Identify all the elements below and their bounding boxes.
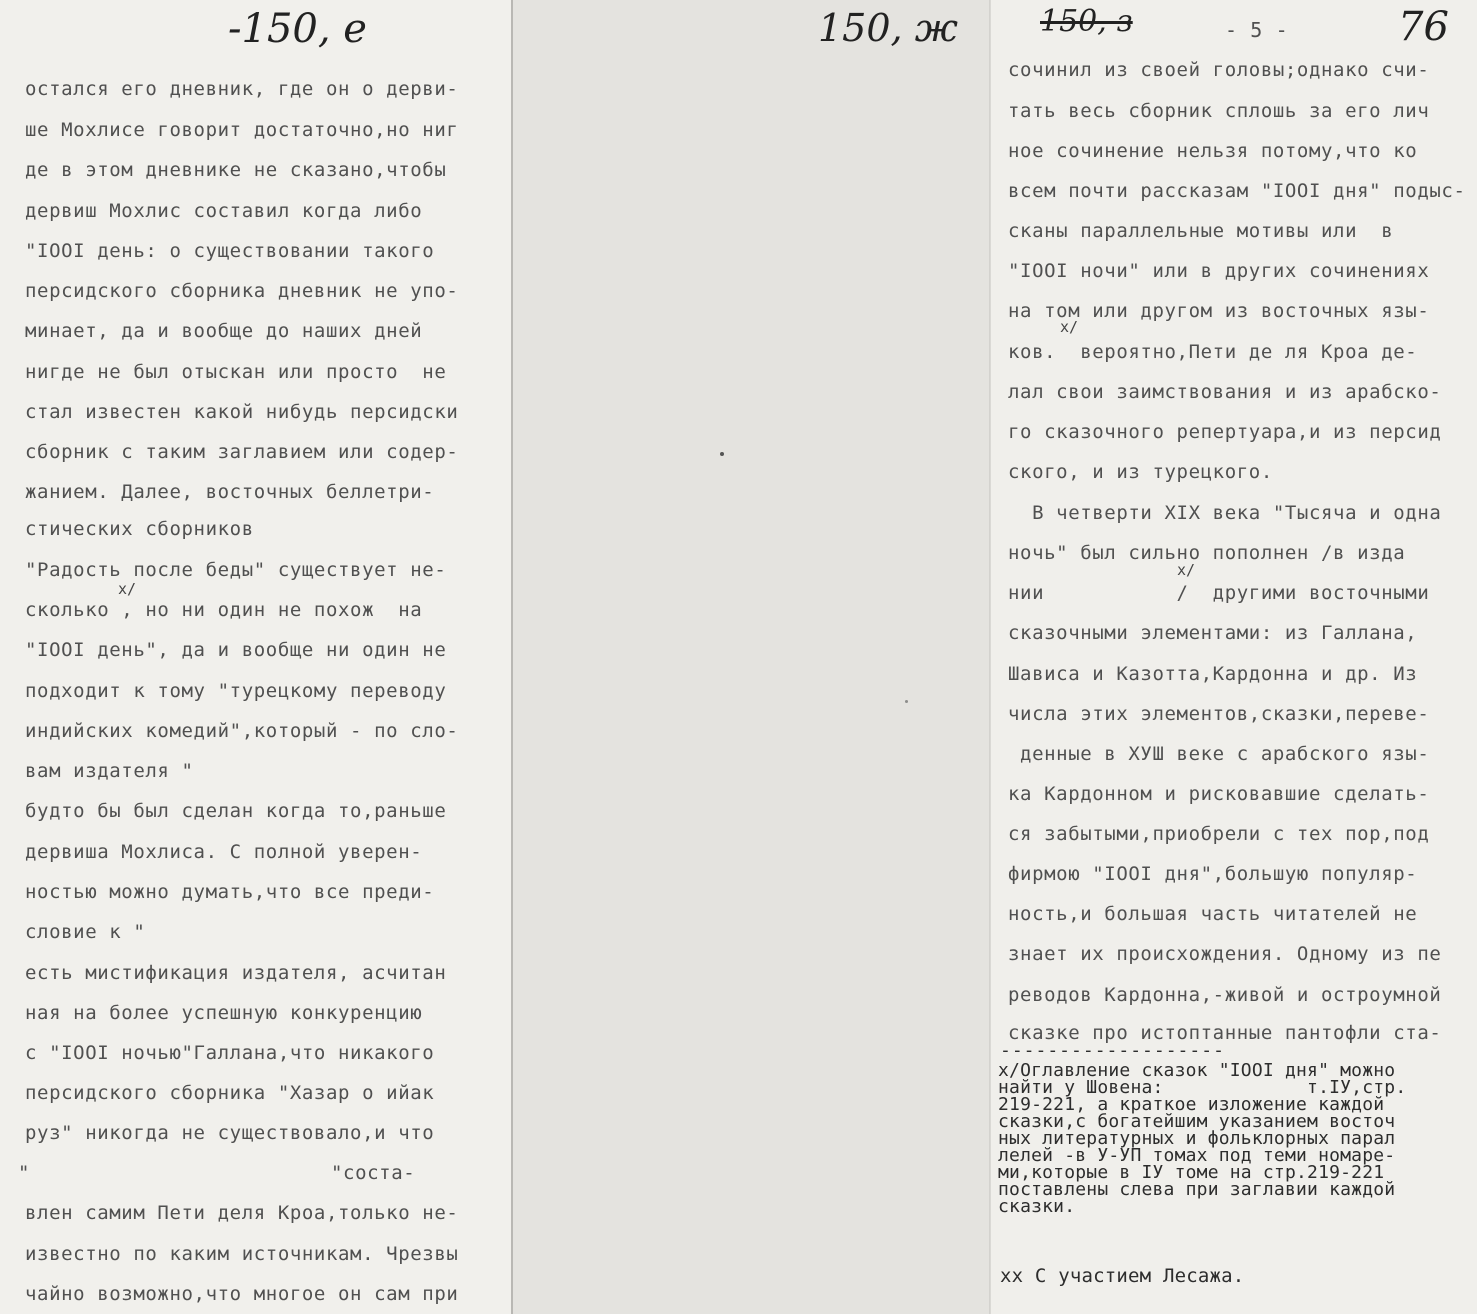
left-line: жанием. Далее, восточных беллетри- xyxy=(25,481,435,503)
left-line: руз" никогда не существовало,и что xyxy=(25,1122,435,1144)
footnote-line: поставлены слева при заглавии каждой xyxy=(998,1179,1396,1200)
left-line: есть мистификация издателя, асчитан xyxy=(25,962,447,984)
left-line: словие к " xyxy=(25,921,146,943)
left-folio-number: -150, e xyxy=(228,6,367,52)
left-line: сколько , но ни один не похож на xyxy=(25,599,423,621)
right-line: ночь" был сильно пополнен /в изда xyxy=(1008,542,1406,564)
left-line: персидского сборника дневник не упо- xyxy=(25,280,459,302)
footnote-line: сказки,с богатейшим указанием восточ xyxy=(998,1111,1396,1132)
left-line: подходит к тому "турецкому переводу xyxy=(25,680,447,702)
right-line: всем почти рассказам "IOOI дня" подыс- xyxy=(1008,180,1466,202)
left-line: "Радость после беды" существует не- xyxy=(25,559,447,581)
footnote-line: найти у Шовена: т.IУ,стр. xyxy=(998,1077,1407,1098)
right-line: ка Кардонном и рисковавшие сделать- xyxy=(1008,783,1430,805)
right-line: В четверти XIX века "Тысяча и одна xyxy=(1008,502,1442,524)
right-line: ность,и большая часть читателей не xyxy=(1008,903,1418,925)
left-line: ная на более успешную конкуренцию xyxy=(25,1002,423,1024)
left-line: "IOOI день", да и вообще ни один не xyxy=(25,639,447,661)
left-line: индийских комедий",который - по сло- xyxy=(25,720,459,742)
right-line: ное сочинение нельзя потому,что ко xyxy=(1008,140,1418,162)
left-line: персидского сборника "Хазар о ийак xyxy=(25,1082,435,1104)
left-line: минает, да и вообще до наших дней xyxy=(25,320,423,342)
left-line: де в этом дневнике не сказано,чтобы xyxy=(25,159,447,181)
right-folio-number: 76 xyxy=(1398,4,1449,50)
right-line: сказке про истоптанные пантофли ста- xyxy=(1008,1022,1442,1044)
right-line: реводов Кардонна,-живой и остроумной xyxy=(1008,984,1442,1006)
left-line: нигде не был отыскан или просто не xyxy=(25,361,447,383)
left-line: дервиша Мохлиса. С полной уверен- xyxy=(25,841,423,863)
right-line: нии / другими восточными xyxy=(1008,582,1430,604)
page-number: - 5 - xyxy=(1225,18,1289,42)
right-line: ков. вероятно,Пети де ля Кроа де- xyxy=(1008,341,1418,363)
right-line: сказочными элементами: из Галлана, xyxy=(1008,622,1418,644)
left-footnote-marker: x/ xyxy=(118,580,137,598)
left-line: дервиш Мохлис составил когда либо xyxy=(25,200,423,222)
page-divider-right xyxy=(989,0,991,1314)
middle-folio-number: 150, ж xyxy=(818,6,958,50)
left-line: ностью можно думать,что все преди- xyxy=(25,881,435,903)
footnote-separator: ------------------- xyxy=(1000,1040,1225,1061)
right-line: денные в ХУШ веке с арабского язы- xyxy=(1008,743,1430,765)
footnote-second: хх С участием Лесажа. xyxy=(1000,1265,1245,1287)
footnote-line: x/Оглавление сказок "IOOI дня" можно xyxy=(998,1060,1396,1081)
right-line: сканы параллельные мотивы или в xyxy=(1008,220,1394,242)
left-line: стал известен какой нибудь персидски xyxy=(25,401,459,423)
right-line: сочинил из своей головы;однако счи- xyxy=(1008,59,1430,81)
right-line: ся забытыми,приобрели с тех пор,под xyxy=(1008,823,1430,845)
right-footnote-marker-edition: x/ xyxy=(1177,561,1196,579)
page-divider-left xyxy=(511,0,513,1314)
right-line: фирмою "IOOI дня",большую популяр- xyxy=(1008,863,1418,885)
right-line: на том или другом из восточных язы- xyxy=(1008,300,1430,322)
footnote-line: 219-221, а краткое изложение каждой xyxy=(998,1094,1385,1115)
right-line: числа этих элементов,сказки,переве- xyxy=(1008,703,1430,725)
right-footnote-marker-kov: x/ xyxy=(1060,318,1079,336)
right-line: Шависа и Казотта,Кардонна и др. Из xyxy=(1008,663,1418,685)
left-line: стических сборников xyxy=(25,518,254,540)
right-line: знает их происхождения. Одному из пе xyxy=(1008,943,1442,965)
right-line: "IOOI ночи" или в других сочинениях xyxy=(1008,260,1430,282)
ink-speck xyxy=(905,700,908,703)
left-line: " "соста- xyxy=(18,1162,416,1184)
right-line: тать весь сборник сплошь за его лич xyxy=(1008,100,1430,122)
left-line: ше Мохлисе говорит достаточно,но ниг xyxy=(25,119,459,141)
left-line: с "IOOI ночью"Галлана,что никакого xyxy=(25,1042,435,1064)
right-line: лал свои заимствования и из арабско- xyxy=(1008,381,1442,403)
left-line: чайно возможно,что многое он сам при xyxy=(25,1283,459,1305)
left-line: будто бы был сделан когда то,раньше xyxy=(25,800,447,822)
left-line: "IOOI день: о существовании такого xyxy=(25,240,435,262)
footnote-line: ных литературных и фольклорных парал xyxy=(998,1128,1396,1149)
footnote-line: сказки. xyxy=(998,1196,1076,1217)
right-line: ского, и из турецкого. xyxy=(1008,461,1273,483)
crossed-folio-number: 150, з xyxy=(1040,4,1133,39)
left-line: влен самим Пети деля Кроа,только не- xyxy=(25,1202,459,1224)
footnote-line: ми,которые в IУ томе на стр.219-221 xyxy=(998,1162,1385,1183)
left-line: известно по каким источникам. Чрезвы xyxy=(25,1243,459,1265)
middle-blank-page xyxy=(512,0,990,1314)
footnote-line: лелей -в У-УП томах под теми номаре- xyxy=(998,1145,1396,1166)
ink-speck xyxy=(720,452,724,456)
left-line: остался его дневник, где он о дерви- xyxy=(25,78,459,100)
right-line: го сказочного репертуара,и из персид xyxy=(1008,421,1442,443)
left-line: сборник с таким заглавием или содер- xyxy=(25,441,459,463)
left-line: вам издателя " xyxy=(25,760,194,782)
